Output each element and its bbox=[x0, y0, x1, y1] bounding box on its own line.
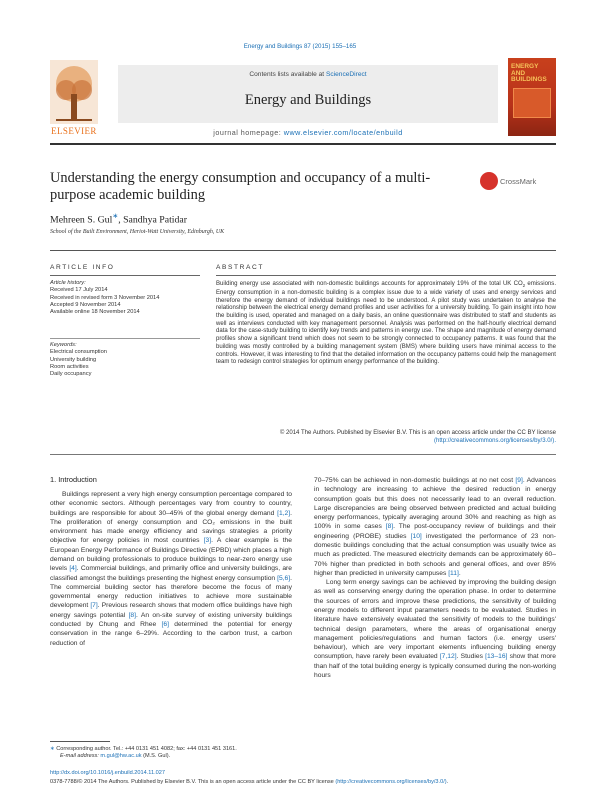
abstract-bottom-divider bbox=[50, 454, 556, 455]
keyword-item: University building bbox=[50, 356, 97, 363]
citation-link[interactable]: [1,2] bbox=[277, 509, 291, 517]
text-run: . Commercial buildings, and primarily office and university buildings, are classified amongst the buildings presenting the highest energy consumption bbox=[50, 565, 292, 582]
article-title: Understanding the energy consumption and occupancy of a multi-purpose academic building bbox=[50, 170, 431, 203]
article-history bbox=[50, 280, 200, 316]
license-link[interactable]: (http://creativecommons.org/licenses/by/3.0/). bbox=[434, 437, 556, 444]
citation-link[interactable]: [11] bbox=[448, 569, 459, 577]
text-run: investigated the performance of 23 non-domestic buildings concluding that the actual consumption was usually twice as much as predicted. The measured electricity demands can be approximately 60–70% higher than predicted in both schools and general offices, and over 85% higher than predicted in university campuses bbox=[314, 532, 556, 577]
abstract-copyright bbox=[216, 430, 556, 445]
citation-link[interactable]: [6] bbox=[161, 620, 169, 628]
homepage-prefix: journal homepage: bbox=[213, 128, 284, 137]
journal-cover-art bbox=[513, 88, 551, 118]
homepage-link[interactable]: www.elsevier.com/locate/enbuild bbox=[283, 128, 403, 137]
abstract-part-2: emissions. Energy consumption in a non-domestic building is a complex issue due to a wide variety of uses and energy services and therefore the energy demand of individual buildings need to be understood. A pilot study was undertaken to analyse the relationship between the electrical energy demand profiles and user activities for a university building. To gain insight into how the building is used, operated and managed on a daily basis, an online questionnaire was distributed to staff and students as well as interviews conducted with key management personnel. Analysis was performed on the half-hourly electrical demand data for the case-study building to identify key trends and patterns in energy use. The shape and magnitude of energy demand profiles show a significant trend which does not seem to be strongly connected to occupancy patterns. It was found that the building was mostly controlled by a building management system (BMS) where building users have minimal access to the controls. However, it was interesting to find that the detailed information on the occupancy patterns could help the management team to redesign control strategies for optimum energy performance of the building. bbox=[216, 281, 556, 366]
sciencedirect-link[interactable]: ScienceDirect bbox=[325, 71, 367, 78]
contents-available-line bbox=[118, 71, 498, 78]
citation-link[interactable]: [3] bbox=[203, 537, 212, 545]
footnote bbox=[50, 746, 300, 760]
email-link[interactable]: m.gul@hw.ac.uk bbox=[100, 753, 142, 759]
footnote-corresponding bbox=[50, 746, 300, 753]
author-affiliation: School of the Built Environment, Heriot-Watt University, Edinburgh, UK bbox=[50, 229, 225, 235]
crossmark-label[interactable]: CrossMark bbox=[500, 177, 537, 186]
citation-link[interactable]: [8] bbox=[385, 523, 394, 531]
footer-license-link[interactable]: (http://creativecommons.org/licenses/by/3.0/) bbox=[335, 779, 447, 785]
citation-link[interactable]: [13–16] bbox=[485, 653, 508, 661]
citation-link[interactable]: [7,12] bbox=[439, 653, 457, 661]
contents-prefix: Contents lists available at bbox=[249, 71, 326, 78]
text-run: . bbox=[458, 569, 461, 577]
keywords-list bbox=[50, 342, 200, 378]
text-run: . Advances in technology are increasing to achieve the desired reduction in energy consumption goals but this does not necessarily lead to an overall reduction. Large discrepancies are being observed between predicted and actual building energy performances, typically averaging around 30% and reaching as high as 100% in some cases bbox=[314, 477, 557, 531]
author-primary: Mehreen S. Gul bbox=[50, 214, 113, 226]
journal-citation[interactable]: Energy and Buildings 87 (2015) 155–165 bbox=[243, 43, 357, 50]
citation-link[interactable]: [10] bbox=[410, 532, 422, 540]
history-item: Accepted 9 November 2014 bbox=[50, 301, 121, 308]
citation-link[interactable]: [5,6] bbox=[277, 574, 291, 582]
header-divider bbox=[50, 143, 556, 145]
text-run: . The post-occupancy review of buildings and their engineering (PROBE) studies bbox=[314, 523, 556, 540]
email-label: E-mail address: bbox=[60, 753, 101, 759]
crossmark-icon[interactable] bbox=[480, 172, 498, 190]
footnote-mark: ∗ bbox=[50, 746, 55, 752]
footnote-text: Corresponding author. Tel.: +44 0131 451 4082; fax: +44 0131 451 3161. bbox=[54, 746, 237, 752]
issn-end: . bbox=[446, 779, 449, 785]
elsevier-wordmark: ELSEVIER bbox=[51, 126, 97, 136]
keyword-item: Room activities bbox=[50, 363, 89, 370]
text-run: . The proliferation of energy consumption and CO₂ emissions in the built environment has made energy efficiency and savings strategies a priority objective for energy policies in most countries bbox=[50, 509, 292, 545]
author-list bbox=[50, 212, 187, 225]
history-item: Received 17 July 2014 bbox=[50, 287, 108, 294]
text-run: . A clear example is the European Energy Performance of Buildings Directive (EPBD) which places a high demand on building professionals to produce buildings to near-zero energy use levels bbox=[50, 537, 292, 573]
text-run: 70–75% can be achieved in non-domestic buildings at no net cost bbox=[314, 477, 516, 484]
journal-cover-title: ENERGY AND BUILDINGS bbox=[511, 63, 547, 84]
keyword-item: Electrical consumption bbox=[50, 349, 107, 356]
citation-link[interactable]: [8] bbox=[128, 611, 136, 619]
title-divider bbox=[50, 250, 556, 251]
footnote-email bbox=[50, 753, 300, 760]
body-column-left bbox=[50, 490, 292, 648]
elsevier-tree-logo bbox=[50, 60, 98, 136]
history-label: Article history: bbox=[50, 280, 86, 286]
history-item: Available online 18 November 2014 bbox=[50, 309, 140, 316]
issn-text: 0378-7788/© 2014 The Authors. Published by Elsevier B.V. This is an open access article under the CC BY license bbox=[50, 779, 336, 785]
abstract-divider bbox=[216, 275, 556, 276]
copyright-text: © 2014 The Authors. Published by Elsevier B.V. This is an open access article under the CC BY license bbox=[279, 430, 556, 436]
citation-link[interactable]: [4] bbox=[69, 565, 77, 573]
email-owner: (M.S. Gul). bbox=[141, 753, 171, 759]
article-info-heading: ARTICLE INFO bbox=[50, 264, 115, 271]
text-run: . The commercial building sector has therefore become the focus of many governmental energy reduction initiatives to achieve more sustainable development bbox=[50, 574, 292, 610]
keyword-item: Daily occupancy bbox=[50, 371, 92, 378]
keywords-label: Keywords: bbox=[50, 342, 77, 348]
issn-license-line bbox=[50, 779, 556, 785]
paragraph bbox=[314, 578, 556, 680]
citation-link[interactable]: [9] bbox=[515, 477, 523, 484]
abstract-heading: ABSTRACT bbox=[216, 264, 264, 271]
doi-link[interactable]: http://dx.doi.org/10.1016/j.enbuild.2014.11.027 bbox=[50, 770, 165, 776]
body-column-right bbox=[314, 476, 556, 680]
journal-title: Energy and Buildings bbox=[244, 92, 372, 108]
text-run: Long term energy savings can be achieved by improving the building design as well as conserving energy during the operation phase. In order to determine the sources of errors and improve these predictions, the sensitivity of building energy models to different input parameters needs to be evaluated. Studies in literature have extensively evaluated the sensitivity of models to the buildings' technical design parameters, where the areas of organisational energy management policies/regulations and human factors (i.e. energy users' behaviour), which are very important elements influencing building energy consumption, have rarely been evaluated bbox=[314, 579, 556, 661]
paragraph bbox=[314, 476, 556, 578]
corresponding-author-mark[interactable]: ∗ bbox=[112, 212, 119, 220]
history-item: Received in revised form 3 November 2014 bbox=[50, 294, 160, 301]
abstract-subscript: 2 bbox=[522, 283, 526, 289]
keywords-divider bbox=[50, 338, 200, 339]
text-run: . Studies bbox=[456, 653, 486, 661]
paragraph bbox=[50, 490, 292, 648]
citation-link[interactable]: [7] bbox=[90, 602, 98, 610]
article-info-divider bbox=[50, 275, 200, 276]
text-run: . An on-site survey of existing university buildings conducted by Chung and Rhee bbox=[50, 611, 293, 628]
abstract-part-1: Building energy use associated with non-domestic buildings accounts for approximately 19% of the total UK CO bbox=[216, 281, 523, 287]
footnote-divider bbox=[50, 741, 110, 742]
author-secondary: , Sandhya Patidar bbox=[118, 214, 188, 226]
text-run: Buildings represent a very high energy consumption percentage compared to other economic sectors. Although percentages vary from country to country, buildings are responsible for about 30–45% of the global energy demand bbox=[50, 491, 292, 517]
text-run: . Previous research shows that modern office buildings have high energy savings potential bbox=[50, 602, 292, 619]
text-run: show that more than half of the total building energy is typically consumed during the non-working hours bbox=[314, 653, 556, 679]
text-run: determined the potential for energy conservation in the range 6–29%. According to the carbon trust, a carbon reduction of bbox=[50, 620, 292, 647]
journal-homepage-line bbox=[118, 128, 498, 137]
abstract-text bbox=[216, 281, 556, 367]
section-heading-introduction: 1. Introduction bbox=[50, 475, 97, 484]
